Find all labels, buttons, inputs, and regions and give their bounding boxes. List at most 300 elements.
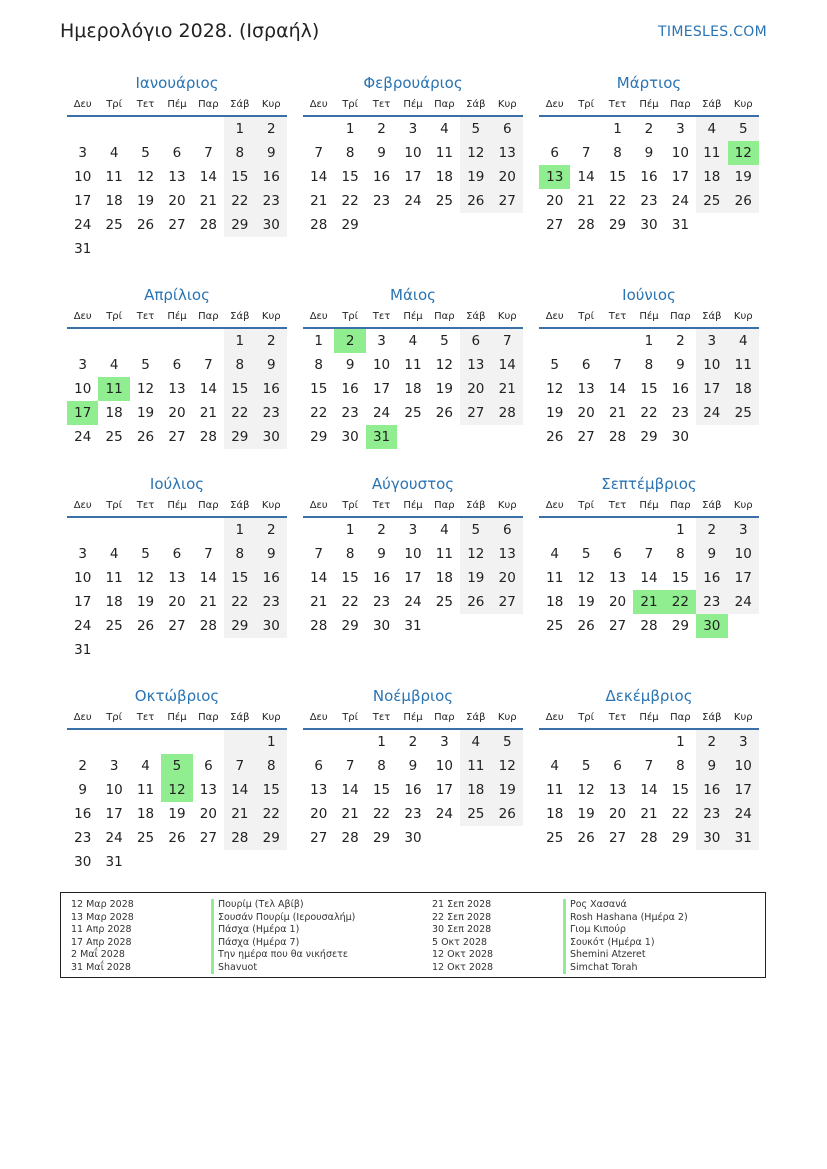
- day-cell: 5: [141, 546, 150, 562]
- weekday-label: Δευ: [73, 99, 92, 110]
- empty-day: [130, 117, 161, 141]
- day-cell: 3: [440, 734, 449, 750]
- weekday-label: Κυρ: [497, 712, 517, 723]
- month-calendar: [303, 72, 523, 237]
- day-cell: 23: [696, 590, 727, 614]
- day-cell: 10: [728, 542, 759, 566]
- day-cell: 14: [199, 169, 217, 185]
- holiday-name: Την ημέρα που θα νικήσετε: [211, 949, 355, 962]
- holiday-date: 13 Μαρ 2028: [71, 911, 134, 923]
- day-cell: 27: [168, 429, 186, 445]
- holiday-name: Πάσχα (Ημέρα 7): [211, 937, 355, 950]
- empty-day: [98, 730, 129, 754]
- day-cell: 21: [492, 377, 523, 401]
- holiday-day-cell: 22: [665, 590, 696, 614]
- day-cell: 3: [78, 145, 87, 161]
- day-cell: 25: [435, 594, 453, 610]
- day-cell: 6: [460, 329, 491, 353]
- day-cell: 23: [696, 802, 727, 826]
- day-cell: 30: [404, 830, 422, 846]
- day-grid: [67, 730, 287, 874]
- day-cell: 27: [168, 618, 186, 634]
- day-cell: 13: [492, 542, 523, 566]
- day-cell: 25: [136, 830, 155, 846]
- weekday-label: Δευ: [309, 311, 328, 322]
- day-cell: 6: [172, 357, 182, 373]
- day-cell: 19: [492, 778, 523, 802]
- day-cell: 15: [671, 570, 689, 586]
- day-cell: 11: [105, 570, 123, 586]
- weekday-label: Τετ: [372, 99, 391, 110]
- weekday-header: [539, 306, 759, 329]
- day-cell: 21: [310, 594, 328, 610]
- day-cell: 28: [199, 217, 217, 233]
- weekday-header: [539, 495, 759, 518]
- day-cell: 11: [546, 782, 564, 798]
- weekday-label: Πέμ: [403, 712, 423, 723]
- day-cell: 9: [377, 145, 386, 161]
- day-cell: 28: [224, 826, 255, 850]
- day-cell: 12: [460, 141, 491, 165]
- day-cell: 18: [136, 806, 155, 822]
- day-cell: 24: [404, 193, 422, 209]
- day-cell: 7: [644, 546, 654, 562]
- day-cell: 13: [577, 381, 595, 397]
- day-cell: 25: [404, 405, 422, 421]
- day-cell: 23: [256, 401, 287, 425]
- month-name: Ιούνιος: [622, 286, 676, 304]
- weekday-label: Παρ: [198, 99, 219, 110]
- day-grid: [539, 518, 759, 638]
- day-cell: 29: [372, 830, 391, 846]
- day-cell: 28: [640, 830, 658, 846]
- day-cell: 22: [224, 590, 255, 614]
- day-cell: 16: [372, 169, 391, 185]
- day-cell: 9: [377, 546, 386, 562]
- day-cell: 12: [492, 754, 523, 778]
- day-cell: 7: [204, 357, 213, 373]
- day-cell: 21: [199, 594, 217, 610]
- day-cell: 13: [460, 353, 491, 377]
- day-cell: 5: [581, 758, 591, 774]
- day-cell: 4: [550, 758, 559, 774]
- day-cell: 3: [408, 121, 418, 137]
- day-cell: 18: [546, 806, 564, 822]
- day-cell: 25: [696, 189, 727, 213]
- empty-day: [334, 730, 365, 754]
- weekday-label: Δευ: [545, 712, 564, 723]
- day-cell: 15: [224, 566, 255, 590]
- day-cell: 25: [105, 429, 123, 445]
- empty-day: [161, 730, 192, 754]
- day-cell: 16: [696, 566, 727, 590]
- page-title: Ημερολόγιο 2028. (Ισραήλ): [60, 20, 320, 42]
- day-cell: 7: [204, 546, 213, 562]
- weekday-label: Πέμ: [403, 99, 423, 110]
- day-cell: 2: [676, 333, 685, 349]
- day-cell: 12: [577, 570, 595, 586]
- weekday-label: Σάβ: [466, 99, 486, 110]
- weekday-label: Πέμ: [639, 500, 659, 511]
- day-cell: 23: [256, 189, 287, 213]
- month-calendar: [539, 284, 759, 449]
- day-cell: 29: [310, 429, 328, 445]
- day-cell: 14: [577, 169, 595, 185]
- day-cell: 25: [546, 830, 564, 846]
- day-cell: 5: [581, 546, 591, 562]
- weekday-label: Τρί: [342, 311, 359, 322]
- day-cell: 12: [136, 570, 155, 586]
- day-cell: 23: [404, 806, 422, 822]
- weekday-label: Κυρ: [497, 311, 517, 322]
- day-cell: 21: [640, 806, 658, 822]
- day-cell: 9: [345, 357, 355, 373]
- day-cell: 6: [204, 758, 213, 774]
- day-cell: 15: [341, 169, 359, 185]
- day-cell: 17: [728, 566, 759, 590]
- day-cell: 17: [728, 778, 759, 802]
- day-cell: 14: [341, 782, 359, 798]
- day-cell: 16: [640, 169, 658, 185]
- day-cell: 26: [136, 217, 155, 233]
- weekday-label: Σάβ: [466, 311, 486, 322]
- day-cell: 18: [460, 778, 491, 802]
- holiday-day-cell: 12: [728, 141, 759, 165]
- weekday-label: Παρ: [670, 311, 691, 322]
- empty-day: [303, 518, 334, 542]
- day-cell: 27: [492, 189, 523, 213]
- day-cell: 20: [460, 377, 491, 401]
- month-name: Δεκέμβριος: [605, 687, 693, 705]
- day-cell: 12: [577, 782, 595, 798]
- day-cell: 27: [608, 830, 627, 846]
- weekday-label: Κυρ: [261, 99, 281, 110]
- day-cell: 9: [644, 145, 654, 161]
- day-cell: 11: [435, 145, 453, 161]
- day-cell: 2: [408, 734, 418, 750]
- day-cell: 8: [345, 145, 355, 161]
- day-cell: 7: [314, 145, 323, 161]
- empty-day: [193, 730, 224, 754]
- day-cell: 7: [613, 357, 622, 373]
- day-cell: 14: [608, 381, 627, 397]
- day-cell: 26: [435, 405, 453, 421]
- day-cell: 3: [728, 518, 759, 542]
- day-cell: 31: [728, 826, 759, 850]
- day-cell: 10: [74, 570, 92, 586]
- weekday-header: [67, 94, 287, 117]
- day-cell: 20: [492, 566, 523, 590]
- day-cell: 17: [404, 570, 422, 586]
- weekday-label: Παρ: [670, 99, 691, 110]
- month-name: Ιούλιος: [149, 475, 205, 493]
- day-cell: 14: [199, 570, 217, 586]
- day-cell: 7: [581, 145, 591, 161]
- weekday-label: Σάβ: [230, 311, 250, 322]
- weekday-label: Δευ: [545, 311, 564, 322]
- day-grid: [303, 329, 523, 449]
- day-cell: 8: [224, 353, 255, 377]
- holiday-name: Rosh Hashana (Ημέρα 2): [563, 912, 688, 925]
- day-cell: 28: [577, 217, 595, 233]
- day-cell: 15: [671, 782, 689, 798]
- weekday-label: Πέμ: [639, 99, 659, 110]
- day-cell: 2: [377, 522, 386, 538]
- holiday-name: Σουκότ (Ημέρα 1): [563, 937, 688, 950]
- day-cell: 15: [224, 377, 255, 401]
- brand-link[interactable]: TIMESLES.COM: [658, 24, 767, 40]
- day-cell: 17: [105, 806, 123, 822]
- weekday-label: Δευ: [73, 311, 92, 322]
- day-cell: 15: [341, 570, 359, 586]
- empty-day: [67, 518, 98, 542]
- day-cell: 9: [676, 357, 685, 373]
- day-cell: 5: [460, 518, 491, 542]
- empty-day: [303, 730, 334, 754]
- day-cell: 21: [199, 405, 217, 421]
- weekday-label: Σάβ: [466, 500, 486, 511]
- empty-day: [67, 329, 98, 353]
- day-cell: 20: [199, 806, 217, 822]
- day-cell: 13: [168, 570, 186, 586]
- holiday-name: Ρος Χασανά: [563, 899, 688, 912]
- empty-day: [193, 329, 224, 353]
- holiday-name: Πάσχα (Ημέρα 1): [211, 924, 355, 937]
- month-calendar: [67, 72, 287, 261]
- day-cell: 14: [310, 570, 328, 586]
- day-cell: 11: [136, 782, 155, 798]
- weekday-label: Κυρ: [261, 311, 281, 322]
- day-cell: 5: [141, 145, 150, 161]
- day-cell: 24: [372, 405, 391, 421]
- holiday-dates-right: [432, 899, 493, 974]
- weekday-header: [67, 707, 287, 730]
- day-cell: 14: [640, 570, 658, 586]
- day-cell: 24: [696, 401, 727, 425]
- day-cell: 16: [256, 566, 287, 590]
- day-cell: 3: [696, 329, 727, 353]
- empty-day: [98, 329, 129, 353]
- day-cell: 20: [577, 405, 595, 421]
- weekday-header: [67, 495, 287, 518]
- day-cell: 20: [608, 806, 627, 822]
- weekday-label: Πέμ: [403, 500, 423, 511]
- day-cell: 23: [671, 405, 689, 421]
- weekday-label: Παρ: [198, 311, 219, 322]
- empty-day: [570, 518, 601, 542]
- holiday-date: 12 Οκτ 2028: [432, 961, 494, 973]
- empty-day: [539, 117, 570, 141]
- day-cell: 11: [105, 169, 123, 185]
- day-grid: [539, 117, 759, 237]
- day-cell: 28: [492, 401, 523, 425]
- holiday-list: [60, 892, 766, 978]
- day-cell: 6: [613, 758, 622, 774]
- day-cell: 4: [109, 145, 119, 161]
- day-cell: 10: [404, 546, 422, 562]
- day-cell: 10: [372, 357, 391, 373]
- day-cell: 8: [377, 758, 386, 774]
- month-calendar: [539, 685, 759, 850]
- day-cell: 19: [136, 405, 155, 421]
- day-cell: 17: [696, 377, 727, 401]
- weekday-label: Παρ: [198, 500, 219, 511]
- day-cell: 22: [608, 193, 627, 209]
- day-cell: 29: [341, 217, 359, 233]
- empty-day: [224, 730, 255, 754]
- day-cell: 27: [168, 217, 186, 233]
- holiday-day-cell: 17: [67, 401, 98, 425]
- day-cell: 16: [372, 570, 391, 586]
- day-cell: 9: [408, 758, 418, 774]
- day-cell: 19: [136, 594, 155, 610]
- day-cell: 29: [224, 614, 255, 638]
- holiday-day-cell: 12: [161, 778, 192, 802]
- day-cell: 9: [696, 542, 727, 566]
- day-cell: 13: [608, 570, 627, 586]
- day-cell: 29: [608, 217, 627, 233]
- weekday-label: Τετ: [136, 99, 155, 110]
- empty-day: [161, 518, 192, 542]
- day-cell: 27: [199, 830, 217, 846]
- day-cell: 29: [671, 830, 689, 846]
- day-cell: 1: [345, 121, 355, 137]
- day-cell: 5: [440, 333, 449, 349]
- holiday-name: Πουρίμ (Τελ Αβίβ): [211, 899, 355, 912]
- weekday-label: Τρί: [342, 712, 359, 723]
- day-cell: 10: [105, 782, 123, 798]
- day-cell: 20: [492, 165, 523, 189]
- day-cell: 31: [74, 642, 92, 658]
- day-cell: 18: [404, 381, 422, 397]
- day-cell: 10: [435, 758, 453, 774]
- day-cell: 5: [492, 730, 523, 754]
- day-cell: 18: [696, 165, 727, 189]
- day-cell: 17: [372, 381, 391, 397]
- day-cell: 4: [440, 522, 449, 538]
- day-cell: 10: [74, 169, 92, 185]
- month-name: Οκτώβριος: [134, 687, 220, 705]
- weekday-label: Δευ: [545, 99, 564, 110]
- day-cell: 7: [345, 758, 355, 774]
- empty-day: [539, 518, 570, 542]
- day-cell: 24: [728, 802, 759, 826]
- day-cell: 3: [78, 546, 87, 562]
- day-cell: 7: [644, 758, 654, 774]
- day-cell: 22: [671, 806, 689, 822]
- day-cell: 31: [671, 217, 689, 233]
- day-cell: 16: [341, 381, 359, 397]
- day-cell: 16: [696, 778, 727, 802]
- day-cell: 4: [440, 121, 449, 137]
- weekday-label: Πέμ: [403, 311, 423, 322]
- day-cell: 25: [105, 618, 123, 634]
- day-cell: 3: [728, 730, 759, 754]
- weekday-label: Πέμ: [167, 500, 187, 511]
- day-cell: 2: [696, 518, 727, 542]
- day-cell: 22: [341, 594, 359, 610]
- day-cell: 24: [728, 590, 759, 614]
- day-cell: 4: [728, 329, 759, 353]
- day-cell: 17: [404, 169, 422, 185]
- holiday-names-right: [563, 899, 688, 974]
- empty-day: [539, 329, 570, 353]
- day-cell: 5: [460, 117, 491, 141]
- day-cell: 28: [199, 429, 217, 445]
- day-cell: 30: [640, 217, 658, 233]
- weekday-label: Τετ: [608, 500, 627, 511]
- day-cell: 19: [460, 566, 491, 590]
- weekday-label: Σάβ: [230, 712, 250, 723]
- day-cell: 22: [310, 405, 328, 421]
- holiday-date: 21 Σεπ 2028: [432, 899, 492, 910]
- day-cell: 12: [546, 381, 564, 397]
- weekday-label: Κυρ: [497, 500, 517, 511]
- day-cell: 7: [204, 145, 213, 161]
- weekday-label: Τρί: [578, 712, 595, 723]
- day-cell: 15: [640, 381, 658, 397]
- day-cell: 22: [224, 401, 255, 425]
- weekday-label: Τρί: [106, 712, 123, 723]
- month-calendar: [67, 685, 287, 874]
- weekday-label: Κυρ: [733, 99, 753, 110]
- weekday-label: Σάβ: [702, 712, 722, 723]
- empty-day: [193, 518, 224, 542]
- day-cell: 28: [608, 429, 627, 445]
- weekday-label: Παρ: [670, 712, 691, 723]
- day-cell: 7: [314, 546, 323, 562]
- day-cell: 1: [224, 329, 255, 353]
- weekday-label: Τετ: [136, 500, 155, 511]
- empty-day: [539, 730, 570, 754]
- weekday-label: Παρ: [434, 500, 455, 511]
- day-cell: 21: [577, 193, 595, 209]
- weekday-label: Τετ: [372, 311, 391, 322]
- weekday-label: Κυρ: [733, 500, 753, 511]
- day-cell: 2: [644, 121, 654, 137]
- day-cell: 27: [546, 217, 564, 233]
- month-name: Σεπτέμβριος: [601, 475, 697, 493]
- weekday-label: Σάβ: [702, 99, 722, 110]
- day-cell: 9: [256, 542, 287, 566]
- day-cell: 24: [74, 618, 92, 634]
- day-cell: 15: [608, 169, 627, 185]
- day-cell: 2: [78, 758, 87, 774]
- weekday-label: Τρί: [106, 99, 123, 110]
- day-cell: 21: [224, 802, 255, 826]
- weekday-label: Τρί: [578, 500, 595, 511]
- empty-day: [602, 329, 633, 353]
- day-cell: 2: [377, 121, 386, 137]
- day-cell: 19: [460, 165, 491, 189]
- day-cell: 23: [372, 594, 391, 610]
- day-cell: 24: [105, 830, 123, 846]
- weekday-label: Κυρ: [261, 712, 281, 723]
- day-cell: 20: [546, 193, 564, 209]
- day-cell: 8: [224, 542, 255, 566]
- day-cell: 9: [256, 353, 287, 377]
- day-grid: [303, 518, 523, 638]
- weekday-header: [539, 707, 759, 730]
- weekday-label: Τετ: [608, 311, 627, 322]
- day-cell: 6: [492, 117, 523, 141]
- weekday-label: Δευ: [73, 712, 92, 723]
- day-cell: 25: [435, 193, 453, 209]
- holiday-name: Γιομ Κιπούρ: [563, 924, 688, 937]
- empty-day: [602, 730, 633, 754]
- month-name: Ιανουάριος: [135, 74, 219, 92]
- day-cell: 26: [492, 802, 523, 826]
